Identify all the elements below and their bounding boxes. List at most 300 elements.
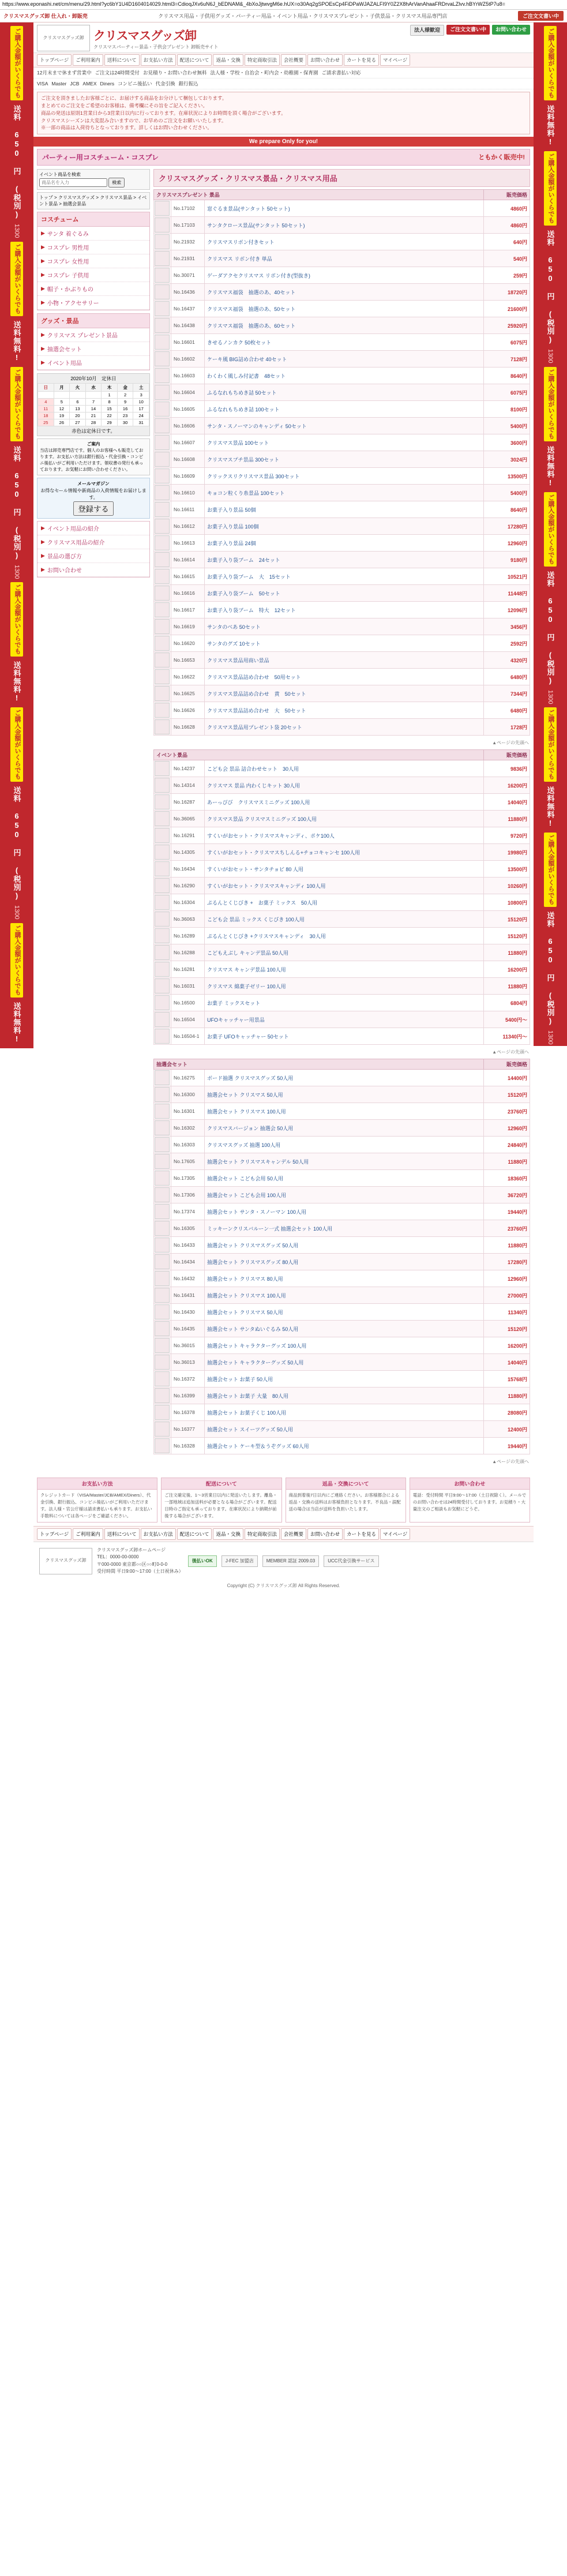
sidebar-note (37, 438, 150, 475)
product-row[interactable] (154, 702, 530, 719)
site-subtitle: クリスマスパーティー景品・子供会プレゼント 卸販売サイト (93, 44, 219, 50)
product-price: 10521円 (484, 568, 530, 585)
product-row[interactable] (154, 434, 530, 451)
sidebar-note-body: 当店は卸売専門店です。個人のお客様へも販売しております。お支払い方法は銀行振込・代金引換・コンビニ後払いがご利用いただけます。領収書の発行も承っております。お気軽にお問い合わせください。 (40, 447, 144, 472)
product-row[interactable] (154, 685, 530, 702)
product-price: 4860円 (484, 217, 530, 234)
product-image-icon (155, 945, 170, 960)
footnav-item-8[interactable]: お問い合わせ (307, 1528, 343, 1540)
product-row[interactable] (154, 217, 530, 234)
product-row[interactable] (154, 384, 530, 401)
calendar-day: 22 (102, 413, 118, 419)
product-name-link[interactable]: こども会 景品 詰合わせセット 30人用 (205, 760, 484, 777)
product-row[interactable] (154, 602, 530, 618)
product-name-link[interactable]: クリスマス景品詰め合わせ 大 50セット (205, 702, 484, 719)
product-row[interactable] (154, 844, 530, 861)
to-top-link-2[interactable]: ▲ページの先頭へ (492, 1049, 529, 1055)
product-code: No.16300 (171, 1086, 205, 1103)
product-price: 11880円 (484, 1153, 530, 1170)
product-row[interactable] (154, 552, 530, 568)
sidebar-item-label: お問い合わせ (47, 568, 82, 575)
product-name-link[interactable]: クリスマス リボン付き 単品 (205, 250, 484, 267)
sidebar-item-lottery[interactable] (37, 342, 149, 356)
product-name-link[interactable]: クリスマス景品詰め合わせ 50用セット (205, 669, 484, 685)
rail-label: 送料無料! (12, 661, 21, 703)
product-thumbnail-cell (154, 1304, 171, 1321)
product-row[interactable] (154, 861, 530, 878)
search-input[interactable] (39, 178, 107, 187)
product-name-link[interactable]: UFOキャッチャー用景品 (205, 1011, 484, 1028)
top-promo-mid: クリスマス用品・子供用グッズ・パーティー用品・イベント用品・クリスマスプレゼント・子供景品・クリスマス用品専門店 (158, 13, 448, 20)
search-button[interactable]: 検索 (108, 178, 125, 188)
product-name-link[interactable]: きせるノンカク 50枚セット (205, 334, 484, 351)
product-row[interactable] (154, 995, 530, 1011)
product-name-link[interactable]: ぷるんとくじびき + お菓子 ミックス 50人用 (205, 894, 484, 911)
product-code: No.36015 (171, 1337, 205, 1354)
calendar-note: 赤色は定休日です。 (37, 426, 149, 436)
calendar-day (85, 392, 102, 399)
product-row[interactable] (154, 535, 530, 552)
product-name-link[interactable]: クリックスリクリスマス景品 300セット (205, 468, 484, 485)
product-row[interactable] (154, 451, 530, 468)
contact-button[interactable]: お問い合わせ (492, 25, 530, 35)
sidebar-item-label: コスプレ 子供用 (47, 273, 89, 279)
product-name-link[interactable]: 抽選会セット お菓子 50人用 (205, 1371, 484, 1388)
product-image-icon (155, 586, 170, 601)
calendar-day: 1 (102, 392, 118, 399)
gnav-item-8[interactable]: お問い合わせ (307, 54, 343, 66)
product-row[interactable] (154, 1203, 530, 1220)
sidebar-item-cosplay-men[interactable] (37, 241, 149, 254)
product-name-link[interactable]: 抽選会セット ケーキ型＆うぞグッズ 60人用 (205, 1438, 484, 1454)
product-name-link[interactable]: クリスマスプチ景品 300セット (205, 451, 484, 468)
product-name-link[interactable]: お菓子入り景品 24個 (205, 535, 484, 552)
product-thumbnail-cell (154, 200, 171, 217)
product-row[interactable] (154, 1086, 530, 1103)
sidebar-item-santa-kigurumi[interactable] (37, 227, 149, 241)
product-name-link[interactable]: ふるなれもちめき詰 100セット (205, 401, 484, 418)
product-thumbnail-cell (154, 777, 171, 794)
product-row[interactable] (154, 827, 530, 844)
product-thumbnail-cell (154, 217, 171, 234)
product-name-link[interactable]: クリスマス福袋 抽選のあ、50セット (205, 301, 484, 317)
product-row[interactable] (154, 501, 530, 518)
gnav-item-10[interactable]: マイページ (380, 54, 410, 66)
product-name-link[interactable]: クリスマス景品用商い景品 (205, 652, 484, 669)
product-thumbnail-cell (154, 1237, 171, 1254)
badge-ucc-cod: UCC代金引換サービス (324, 1555, 378, 1567)
product-row[interactable] (154, 1421, 530, 1438)
sidebar-link-event-intro[interactable] (37, 522, 149, 535)
product-thumbnail-cell (154, 878, 171, 894)
product-name-link[interactable]: クリスマス景品詰め合わせ 黄 50セット (205, 685, 484, 702)
product-image-icon (155, 719, 170, 734)
product-thumbnail-cell (154, 485, 171, 501)
product-row[interactable] (154, 1321, 530, 1337)
product-name-link[interactable]: お菓子入り袋ブーム 大 15セット (205, 568, 484, 585)
product-name-link[interactable]: 抽選会セット クリスマス 50人用 (205, 1304, 484, 1321)
gnav-item-5[interactable]: 返品・交換 (213, 54, 243, 66)
product-thumbnail-cell (154, 552, 171, 568)
product-name-link[interactable]: サンタのべあ 50セット (205, 618, 484, 635)
product-thumbnail-cell (154, 1404, 171, 1421)
product-name-link[interactable]: クリスマス キャンデ景品 100人用 (205, 961, 484, 978)
product-thumbnail-cell (154, 1421, 171, 1438)
sidebar-bottom-links (37, 521, 150, 578)
product-thumbnail-cell (154, 518, 171, 535)
product-row[interactable] (154, 518, 530, 535)
gnav-item-1[interactable]: ご利用案内 (73, 54, 103, 66)
sidebar-item-cosplay-women[interactable] (37, 254, 149, 268)
to-top-link-3[interactable]: ▲ページの先頭へ (492, 1459, 529, 1464)
product-name-link[interactable]: 抽選会セット クリスマスグッズ 50人用 (205, 1237, 484, 1254)
product-name-link[interactable]: 抽選会セット サンタ・スノーマン 100人用 (205, 1203, 484, 1220)
product-row[interactable] (154, 1011, 530, 1028)
product-row[interactable] (154, 911, 530, 928)
gnav-item-2[interactable]: 送料について (104, 54, 140, 66)
right-shipping-rail (534, 23, 567, 1045)
product-listing (153, 169, 530, 1468)
product-row[interactable] (154, 1354, 530, 1371)
product-code: No.16328 (171, 1438, 205, 1454)
product-row[interactable] (154, 978, 530, 995)
product-price: 6804円 (484, 995, 530, 1011)
product-image-icon (155, 861, 170, 876)
product-name-link[interactable]: クリスマス 景品 内わくじキット 30人用 (205, 777, 484, 794)
sidebar-item-present[interactable] (37, 328, 149, 342)
product-name-link[interactable]: サンタクロース景品(サンタット 50セット) (205, 217, 484, 234)
product-row[interactable] (154, 777, 530, 794)
product-row[interactable] (154, 485, 530, 501)
product-name-link[interactable]: お菓子入り袋ブーム 特大 12セット (205, 602, 484, 618)
product-name-link[interactable]: すくいがおセット・クリスマスキャンディ、ポケ100人 (205, 827, 484, 844)
product-name-link[interactable]: クリスマス景品 クリスマスミニグッズ 100人用 (205, 811, 484, 827)
sidebar-link-xmas-intro[interactable] (37, 535, 149, 549)
product-row[interactable] (154, 944, 530, 961)
product-name-link[interactable]: こどもえぶし キャンデ景品 50人用 (205, 944, 484, 961)
product-thumbnail-cell (154, 719, 171, 736)
product-name-link[interactable]: 抽選会セット クリスマス 100人用 (205, 1103, 484, 1120)
product-row[interactable] (154, 468, 530, 485)
product-price: 11340円 (484, 1304, 530, 1321)
product-row[interactable] (154, 1187, 530, 1203)
product-row[interactable] (154, 652, 530, 669)
product-name-link[interactable]: 抽選会セット クリスマス 100人用 (205, 1287, 484, 1304)
calendar-day: 6 (70, 399, 86, 406)
product-row[interactable] (154, 234, 530, 250)
product-code: No.16290 (171, 878, 205, 894)
product-code: No.16610 (171, 485, 205, 501)
product-name-link[interactable]: 抽選会セット クリスマス 80人用 (205, 1270, 484, 1287)
footnav-item-7[interactable]: 会社概要 (281, 1528, 306, 1540)
newsletter-subscribe-button[interactable]: 登録する (73, 501, 113, 516)
product-row[interactable] (154, 1287, 530, 1304)
top-promo-left: クリスマスグッズ卸 仕入れ・卸販売 (3, 13, 88, 20)
product-row[interactable] (154, 961, 530, 978)
gnav-item-9[interactable]: カートを見る (344, 54, 379, 66)
product-price: 12400円 (484, 1421, 530, 1438)
rail-number: 1300 (13, 905, 20, 920)
product-price: 11880円 (484, 1237, 530, 1254)
product-row[interactable] (154, 1137, 530, 1153)
product-image-icon (155, 535, 170, 550)
sidebar-link-contact[interactable] (37, 563, 149, 577)
product-row[interactable] (154, 928, 530, 944)
product-row[interactable] (154, 1254, 530, 1270)
breadcrumb-3[interactable]: イベント景品 (39, 195, 147, 207)
product-name-link[interactable]: クリスマス景品 100セット (205, 434, 484, 451)
product-thumbnail-cell (154, 685, 171, 702)
product-row[interactable] (154, 811, 530, 827)
product-row[interactable] (154, 1170, 530, 1187)
chevron-right-icon: ▶ (41, 272, 45, 278)
product-image-icon (155, 368, 170, 383)
product-name-link[interactable]: ミッキーンクリスバルーン一式 抽選会セット 100人用 (205, 1220, 484, 1237)
product-code: No.16378 (171, 1404, 205, 1421)
product-name-link[interactable]: 抽選会セット クリスマスグッズ 80人用 (205, 1254, 484, 1270)
product-row[interactable] (154, 250, 530, 267)
product-code: No.16504 (171, 1011, 205, 1028)
product-row[interactable] (154, 1337, 530, 1354)
product-row[interactable] (154, 669, 530, 685)
rail-label: 送料無料! (12, 320, 21, 362)
product-name-link[interactable]: 抽選会セット お菓子 大量 80人用 (205, 1388, 484, 1404)
calendar-day: 23 (117, 413, 133, 419)
product-name-link[interactable]: すくいがおセット・クリスマスキャンディ 100人用 (205, 878, 484, 894)
footer-logo-icon: クリスマスグッズ卸 (39, 1548, 92, 1574)
product-name-link[interactable]: お菓子入り景品 100個 (205, 518, 484, 535)
product-thumbnail-cell (154, 1153, 171, 1170)
product-name-link[interactable]: お菓子 UFOキャッチャー 50セット (205, 1028, 484, 1045)
product-code: No.16612 (171, 518, 205, 535)
footnav-item-2[interactable]: 送料について (104, 1528, 140, 1540)
product-row[interactable] (154, 351, 530, 368)
product-row[interactable] (154, 1270, 530, 1287)
product-row[interactable] (154, 1103, 530, 1120)
sidebar-search (37, 169, 150, 190)
product-row[interactable] (154, 200, 530, 217)
gnav-item-4[interactable]: 配送について (177, 54, 212, 66)
product-name-link[interactable]: 抽選会セット サンタぬいぐるみ 50人用 (205, 1321, 484, 1337)
sidebar-panel-goods (37, 313, 150, 370)
product-image-icon (155, 1438, 170, 1453)
calendar-weekday: 日 (38, 384, 54, 392)
product-row[interactable] (154, 317, 530, 334)
info-item-3: 法人様・学校・自治会・町内会・幼稚園・保育園 (210, 70, 318, 76)
sidebar-item-hats[interactable] (37, 282, 149, 296)
product-price: 10800円 (484, 894, 530, 911)
product-name-link[interactable]: 抽選会セット キャラクターグッズ 50人用 (205, 1354, 484, 1371)
product-name-link[interactable]: こども会 景品 ミックス くじびき 100人用 (205, 911, 484, 928)
footnav-item-10[interactable]: マイページ (380, 1528, 410, 1540)
rail-label: 送料 650 円 (税別) (12, 786, 21, 901)
product-code: No.17103 (171, 217, 205, 234)
product-row[interactable] (154, 760, 530, 777)
product-price: 5400円～ (484, 1011, 530, 1028)
breadcrumb-4[interactable]: 抽選会景品 (63, 201, 87, 207)
global-nav (33, 53, 534, 68)
product-thumbnail-cell (154, 1203, 171, 1220)
product-row[interactable] (154, 284, 530, 301)
product-name-link[interactable]: ゲーダアクセクリスマス リボン付き(型抜き) (205, 267, 484, 284)
footnav-item-6[interactable]: 特定商取引法 (245, 1528, 280, 1540)
product-image-icon (155, 234, 170, 249)
product-name-link[interactable]: 抽選会セット こども会用 100人用 (205, 1187, 484, 1203)
product-thumbnail-cell (154, 1137, 171, 1153)
product-row[interactable] (154, 1028, 530, 1045)
product-name-link[interactable]: お菓子 ミックスセット (205, 995, 484, 1011)
product-row[interactable] (154, 1070, 530, 1086)
product-name-link[interactable]: ふるなれもちめき詰 50セット (205, 384, 484, 401)
product-name-link[interactable]: すくいがおセット・クリスマスちしんる+チョコキャンセ 100人用 (205, 844, 484, 861)
product-image-icon (155, 1304, 170, 1319)
gnav-item-3[interactable]: お支払い方法 (141, 54, 176, 66)
product-name-link[interactable]: 抽選会セット クリスマス 50人用 (205, 1086, 484, 1103)
gnav-item-0[interactable]: トップページ (37, 54, 72, 66)
product-code: No.16615 (171, 568, 205, 585)
product-name-link[interactable]: サンタ・スノーマンのキャンディ 50セット (205, 418, 484, 434)
logo-block[interactable] (37, 25, 218, 51)
rail-badge: ご購入金額がいくらでも (10, 242, 23, 316)
product-name-link[interactable]: ケーキ風 BIG詰め合わせ 40セット (205, 351, 484, 368)
browser-url-bar[interactable]: https://www.eponashi.net/cm/menu/29.html?yc6bY1U4D1604014029.html3=CdioqJXv6uN6J_bEDNAM&_4bXoJjtwvgM6e.hUX=o30Aq2gSPOEsCp4FiDPaWJAZALFI9Y0Z2X8hArVanAhaaFRDrvaLZlvv.hBYrWZ5tP7u8= (0, 0, 567, 10)
product-code: No.16303 (171, 1137, 205, 1153)
costume-promo-bar (37, 149, 530, 166)
product-row[interactable] (154, 878, 530, 894)
calendar-weekday: 金 (117, 384, 133, 392)
product-price: 6075円 (484, 334, 530, 351)
product-name-link[interactable]: 抽選会セット クリスマスキャンデル 50人用 (205, 1153, 484, 1170)
search-label: イベント商品を検索 (39, 172, 81, 177)
order-button-top[interactable]: ご注文文書い中 (518, 11, 564, 21)
footnav-item-1[interactable]: ご利用案内 (73, 1528, 103, 1540)
product-price: 17280円 (484, 1254, 530, 1270)
product-name-link[interactable]: 抽選会セット スイーツグッズ 50人用 (205, 1421, 484, 1438)
product-row[interactable] (154, 301, 530, 317)
product-image-icon (155, 519, 170, 534)
product-name-link[interactable]: クリスマスバージョン 抽選会 50人用 (205, 1120, 484, 1137)
product-name-link[interactable]: すくいがおセット・サンタチョビ 80 人用 (205, 861, 484, 878)
rail-badge: ご購入金額がいくらでも (544, 707, 557, 782)
gnav-item-7[interactable]: 会社概要 (281, 54, 306, 66)
product-name-link[interactable]: クリスマスグッズ 抽選 100人用 (205, 1137, 484, 1153)
product-name-link[interactable]: ボード抽選 クリスマスグッズ 50人用 (205, 1070, 484, 1086)
product-name-link[interactable]: クリスマス景品用プレゼント袋 20セット (205, 719, 484, 736)
product-name-link[interactable]: あーっぴび クリスマスミニグッズ 100人用 (205, 794, 484, 811)
product-row[interactable] (154, 568, 530, 585)
sidebar-link-howto[interactable] (37, 549, 149, 563)
footnav-item-3[interactable]: お支払い方法 (141, 1528, 176, 1540)
product-row[interactable] (154, 1220, 530, 1237)
product-row[interactable] (154, 894, 530, 911)
footnav-item-9[interactable]: カートを見る (344, 1528, 379, 1540)
product-name-link[interactable]: クリスマス 綿菓子ゼリー 100人用 (205, 978, 484, 995)
info-item-2: お見積り・お問い合わせ無料 (142, 70, 207, 76)
product-row[interactable] (154, 1237, 530, 1254)
product-row[interactable] (154, 401, 530, 418)
product-row[interactable] (154, 334, 530, 351)
sidebar-item-accessories[interactable] (37, 296, 149, 310)
sidebar-item-event[interactable] (37, 356, 149, 370)
product-row[interactable] (154, 1304, 530, 1321)
product-name-link[interactable]: お菓子入り袋ブーム 50セット (205, 585, 484, 602)
product-code: No.16619 (171, 618, 205, 635)
chevron-right-icon: ▶ (41, 553, 45, 559)
product-name-link[interactable]: 抽選会セット キャラクターグッズ 100人用 (205, 1337, 484, 1354)
calendar-day (54, 392, 70, 399)
footnav-item-5[interactable]: 返品・交換 (213, 1528, 243, 1540)
product-name-link[interactable]: 抽選会セット お菓子くじ 100人用 (205, 1404, 484, 1421)
content-area (33, 167, 534, 1474)
product-image-icon (155, 435, 170, 450)
footnav-item-4[interactable]: 配送について (177, 1528, 212, 1540)
product-name-link[interactable]: クリスマス福袋 抽選のあ、60セット (205, 317, 484, 334)
product-name-link[interactable]: ぷるんとくじびき +クリスマスキャンディ 30人用 (205, 928, 484, 944)
product-row[interactable] (154, 618, 530, 635)
info-box-payment (37, 1478, 157, 1523)
breadcrumb-2[interactable]: クリスマス景品 (100, 195, 132, 200)
product-price: 15120円 (484, 928, 530, 944)
product-name-link[interactable]: わくわく風しみ付記書 48セット (205, 368, 484, 384)
product-row[interactable] (154, 1371, 530, 1388)
info-box-title: お問い合わせ (410, 1478, 530, 1490)
product-row[interactable] (154, 1388, 530, 1404)
product-name-link[interactable]: 抽選会セット こども会用 50人用 (205, 1170, 484, 1187)
product-row[interactable] (154, 635, 530, 652)
product-thumbnail-cell (154, 1220, 171, 1237)
footer-address: 〒000-0000 東京都○○区○○町0-0-0 (97, 1561, 168, 1567)
product-name-link[interactable]: クリスマスリボン付きセット (205, 234, 484, 250)
breadcrumb-1[interactable]: クリスマスグッズ (58, 195, 95, 200)
product-name-link[interactable]: お菓子入り袋ブーム 24セット (205, 552, 484, 568)
product-row[interactable] (154, 585, 530, 602)
footnav-item-0[interactable]: トップページ (37, 1528, 72, 1540)
product-name-link[interactable]: お菓子入り景品 50個 (205, 501, 484, 518)
chevron-right-icon: ▶ (41, 258, 45, 264)
breadcrumb-0[interactable]: トップ (39, 195, 53, 200)
product-name-link[interactable]: 窓ぐるま景品(サンタット 50セット) (205, 200, 484, 217)
rail-label: 送料無料! (546, 786, 555, 828)
product-thumbnail-cell (154, 760, 171, 777)
product-row[interactable] (154, 418, 530, 434)
product-name-link[interactable]: サンタのグズ 10セット (205, 635, 484, 652)
sidebar-item-cosplay-kids[interactable] (37, 268, 149, 282)
product-image-icon (155, 1288, 170, 1303)
product-image-icon (155, 1254, 170, 1269)
product-row[interactable] (154, 1438, 530, 1454)
product-row[interactable] (154, 1153, 530, 1170)
product-thumbnail-cell (154, 1254, 171, 1270)
product-price: 17280円 (484, 518, 530, 535)
product-row[interactable] (154, 1404, 530, 1421)
product-row[interactable] (154, 794, 530, 811)
table-header-title: 抽選会セット (154, 1059, 484, 1070)
product-price: 25920円 (484, 317, 530, 334)
order-button[interactable]: ご注文文書い中 (446, 25, 490, 35)
product-row[interactable] (154, 719, 530, 736)
product-name-link[interactable]: キョコン粒くり糸景品 100セット (205, 485, 484, 501)
gnav-item-6[interactable]: 特定商取引法 (245, 54, 280, 66)
product-price: 15120円 (484, 1086, 530, 1103)
product-price: 5400円 (484, 418, 530, 434)
product-row[interactable] (154, 1120, 530, 1137)
product-name-link[interactable]: クリスマス福袋 抽選のあ、40セット (205, 284, 484, 301)
product-row[interactable] (154, 368, 530, 384)
product-image-icon (155, 686, 170, 701)
product-row[interactable] (154, 267, 530, 284)
to-top-link-1[interactable]: ▲ページの先頭へ (492, 740, 529, 745)
footer-hours: 受付時間 平日9:00〜17:00（土日祝休み） (97, 1569, 183, 1574)
